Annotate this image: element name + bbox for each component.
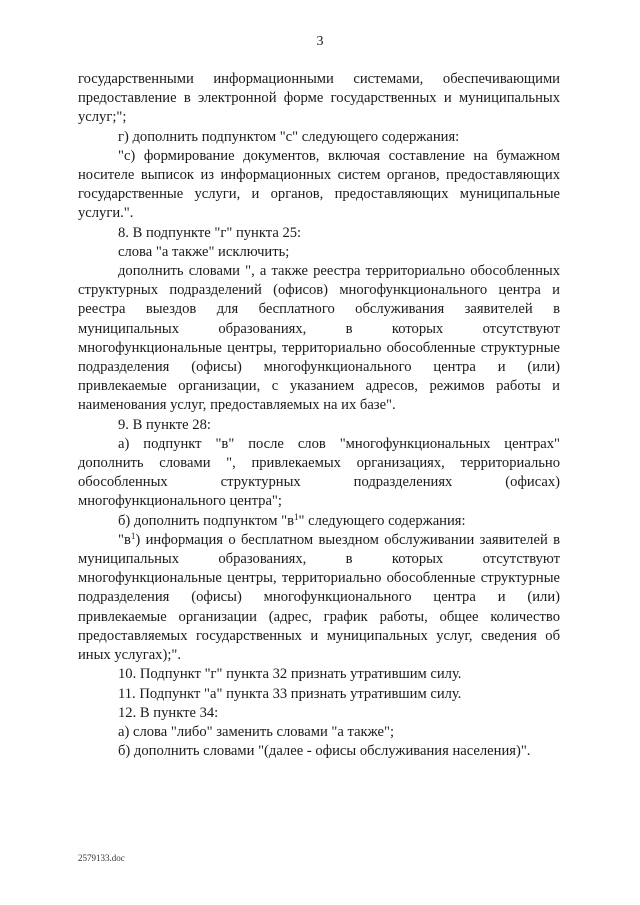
page-number: 3 <box>316 34 324 49</box>
paragraph: государственными информационными системами, обеспечивающими предоставление в электронной форме государственных и муниципальных услуг;"; <box>78 71 560 126</box>
paragraph: а) подпункт "в" после слов "многофункциональных центрах" дополнить словами ", привлекаемых организациях, территориально обособленных структурных подразделениях (офисах) многофункционального центра"; <box>78 435 560 510</box>
paragraph <box>78 512 560 531</box>
paragraph: слова "а также" исключить; <box>118 243 290 260</box>
text-run: б) дополнить подпунктом "в <box>118 512 295 529</box>
paragraph <box>78 531 560 665</box>
document-body <box>78 70 560 761</box>
paragraph: 10. Подпункт "г" пункта 32 признать утратившим силу. <box>118 666 462 683</box>
paragraph: 8. В подпункте "г" пункта 25: <box>118 224 302 241</box>
paragraph: 9. В пункте 28: <box>118 416 211 433</box>
paragraph: дополнить словами ", а также реестра территориально обособленных структурных подразделений (офисов) многофункционального центра и реестра выездов для бесплатного обслуживания заявителей в муниципальных образованиях, в которых отсутствуют многофункциональные центры, территориально обособленные структурные подразделения (офисы) многофункционального центра и (или) привлекаемые организации, с указанием адресов, режимов работы и наименования услуг, предоставляемых на их базе". <box>78 263 560 414</box>
footer-filename: 2579133.doc <box>78 853 125 863</box>
paragraph: 11. Подпункт "а" пункта 33 признать утратившим силу. <box>118 685 462 702</box>
superscript: 1 <box>294 511 299 522</box>
paragraph: "с) формирование документов, включая составление на бумажном носителе выписок из информационных систем органов, предоставляющих государственные услуги, и органов, предоставляющих муниципальные услуги.". <box>78 147 560 222</box>
paragraph: 12. В пункте 34: <box>118 704 219 721</box>
superscript: 1 <box>130 530 136 541</box>
text-run: "в <box>118 531 131 548</box>
text-run: " следующего содержания: <box>298 512 466 529</box>
paragraph: а) слова "либо" заменить словами "а также"; <box>118 723 395 740</box>
text-run: ) информация о бесплатном выездном обслуживании заявителей в муниципальных образованиях, в которых отсутствуют многофункциональные центры, территориально обособленные структурные подразделения (офисы) многофункционального центра и (или) привлекаемые организации (адрес, график работы, общее количество предоставляемых государственных и муниципальных услуг, сведения об иных услугах);". <box>78 531 560 664</box>
paragraph: б) дополнить словами "(далее - офисы обслуживания населения)". <box>118 743 531 760</box>
paragraph: г) дополнить подпунктом "с" следующего содержания: <box>118 128 460 145</box>
